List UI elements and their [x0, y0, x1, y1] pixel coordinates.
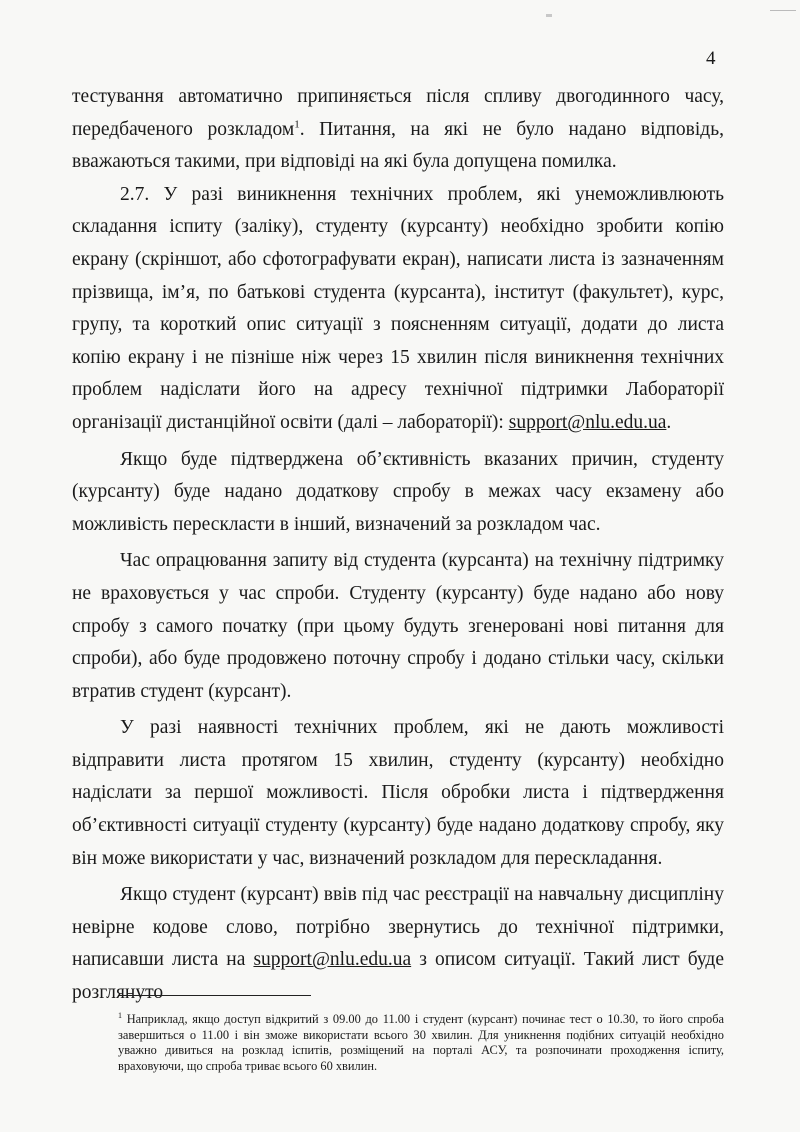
paragraph-2-7 — [72, 179, 724, 440]
paragraph-5: У разі наявності технічних проблем, які не дають можливості відправити листа протягом 15 хвилин, студенту (курсанту) необхідно надіслати за першої можливості. Після обробки листа і підтвердження об’єктивності ситуації студенту (курсанту) буде надано додаткову спробу, яку він може використати у час, визначений розкладом для перескладання. — [72, 717, 724, 869]
scan-artifact-dot — [546, 14, 552, 17]
footnote-marker: 1 — [118, 1010, 122, 1020]
body-text — [72, 81, 724, 1010]
paragraph-2-7-end: . — [666, 411, 672, 433]
footnote-text: Наприклад, якщо доступ відкритий з 09.00 до 11.00 і студент (курсант) починає тест о 10.30, то його спроба завершиться о 11.00 і він зможе використати всього 30 хвилин. Для уникнення подібних ситуацій необхідно уважно дивиться на розклад іспитів, розміщений на порталі АСУ, та розпочинати проходження іспиту, враховуючи, що спроба триває всього 60 хвилин. — [118, 1012, 724, 1073]
paragraph-6 — [72, 879, 724, 1009]
paragraph-3: Якщо буде підтверджена об’єктивність вказаних причин, студенту (курсанту) буде надано додаткову спробу в межах часу екзамену або можливість перескласти в інший, визначений за розкладом час. — [72, 448, 724, 535]
paragraph-2-7-text: 2.7. У разі виникнення технічних проблем, які унеможливлюють складання іспиту (заліку), студенту (курсанту) необхідно зробити копію екрану (скріншот, або сфотографувати екран), написати листа із зазначенням прізвища, ім’я, по батькові студента (курсанта), інститут (факультет), курс, групу, та короткий опис ситуації з поясненням ситуації, додати до листа копію екрану і не пізніше ніж через 15 хвилин після виникнення технічних проблем надіслати його на адресу технічної підтримки Лабораторії організації дистанційної освіти (далі – лабораторії): — [72, 183, 724, 433]
paragraph-1-text: тестування автоматично припиняється після спливу двогодинного часу, передбаченого розкладом — [72, 86, 724, 140]
footnote-separator — [118, 995, 311, 996]
page-number: 4 — [706, 48, 716, 69]
paragraph-1 — [72, 81, 724, 179]
footnote — [118, 1012, 724, 1074]
paragraph-6-text: Якщо студент (курсант) ввів під час реєстрації на навчальну дисципліну невірне кодове слово, потрібно звернутись до технічної підтримки, написавши листа на — [72, 884, 724, 971]
support-email-link-2[interactable]: support@nlu.edu.ua — [253, 949, 412, 971]
footnote-ref: 1 — [294, 118, 300, 131]
paragraph-4: Час опрацювання запиту від студента (курсанта) на технічну підтримку не враховується у час спроби. Студенту (курсанту) буде надано або нову спробу з самого початку (при цьому будуть згенеровані нові питання для спроби), або буде продовжено поточну спробу і додано стільки часу, скільки втратив студент (курсант). — [72, 550, 724, 702]
support-email-link[interactable]: support@nlu.edu.ua — [508, 411, 667, 433]
scan-artifact — [770, 0, 796, 11]
paragraph-1-text-end: . Питання, на які не було надано відповідь, вважаються такими, при відповіді на які була допущена помилка. — [72, 118, 724, 173]
paragraph-6-end: з описом ситуації. Такий лист буде розглянуто — [72, 949, 724, 1004]
